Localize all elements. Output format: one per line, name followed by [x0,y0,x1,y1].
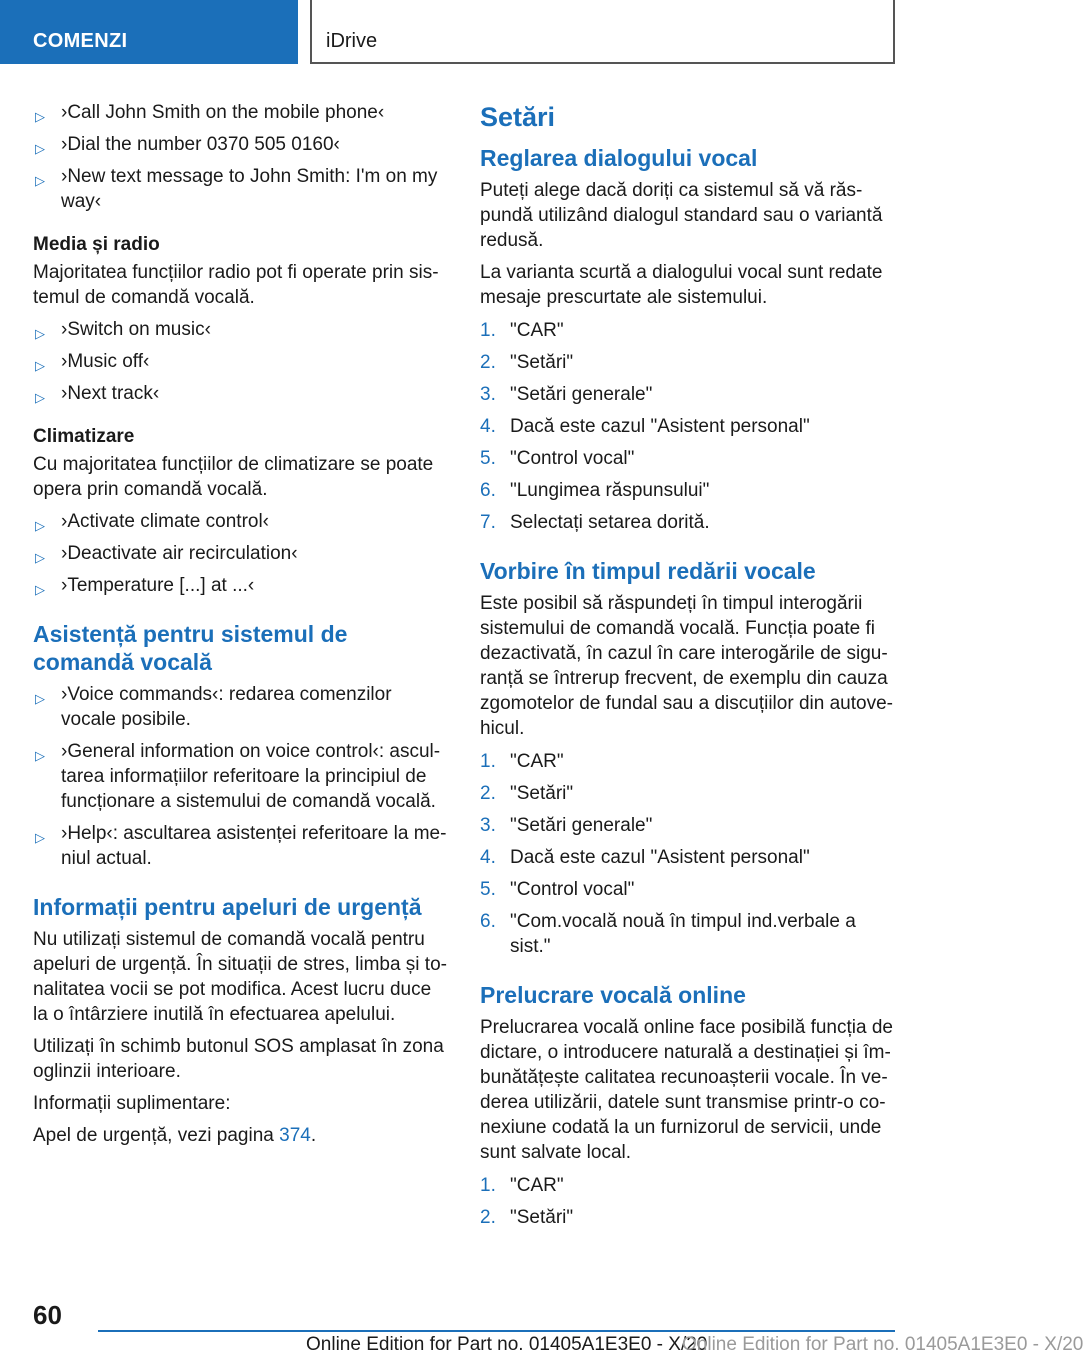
assist-heading: Asistență pentru sistemul de comandă vocală [33,621,348,675]
triangle-bullet-icon: ▷ [35,518,45,533]
topic-label: iDrive [326,30,378,52]
media-text: Majoritatea funcțiilor radio pot fi operate prin sistemul de comandă vocală. [33,262,439,308]
assist-list [33,682,451,871]
list-item: ▷ ›Deactivate air recirculation‹ [33,541,451,566]
emergency-paragraph-1: Nu utilizați sistemul de comandă vocală pentru apeluri de urgență. În situații de stres, limba și tonalitatea vocii se pot modifica. Acest lucru duce la o întârziere inutilă în efectuarea apelului. [33,929,447,1025]
climate-heading: Climatizare [33,426,135,447]
emergency-heading: Informații pentru apeluri de urgență [33,894,422,920]
list-item: 1. "CAR" [480,320,564,341]
barge-in-heading: Vorbire în timpul redării vocale [480,558,816,584]
media-heading: Media și radio [33,234,160,255]
list-item: 4. Dacă este cazul "Asistent personal" [480,847,810,868]
page-header [0,0,960,66]
left-column [33,100,451,1155]
triangle-bullet-icon: ▷ [35,390,45,405]
triangle-bullet-icon: ▷ [35,582,45,597]
list-item: 2. "Setări" [480,1207,574,1228]
list-item: ▷ ›Activate climate control‹ [33,509,451,534]
emergency-paragraph-2: Utilizați în schimb butonul SOS amplasat în zona oglinzii interioare. [33,1036,444,1082]
list-item: ▷ ›Help‹: ascultarea asistenței referitoare la meniul actual. [35,823,447,869]
triangle-bullet-icon: ▷ [35,141,45,156]
section-label: COMENZI [33,30,128,52]
emergency-reference: Apel de urgență, vezi pagina 374. [33,1125,317,1146]
list-item: ▷ ›Call John Smith on the mobile phone‹ [33,100,451,125]
triangle-bullet-icon: ▷ [35,830,45,845]
list-item: ▷ ›Temperature [...] at ...‹ [33,573,451,598]
climate-text: Cu majoritatea funcțiilor de climatizare se poate opera prin comandă vocală. [33,454,434,500]
dialog-paragraph-2: La varianta scurtă a dialogului vocal sunt redate mesaje prescurtate ale sistemului. [480,262,883,308]
triangle-bullet-icon: ▷ [35,550,45,565]
list-item: 5. "Control vocal" [480,879,635,900]
footer-divider [98,1330,895,1332]
online-paragraph: Prelucrarea vocală online face posibilă funcția de dictare, o introducere naturală a destinației și îmbunătățește calitatea recunoașterii vocale. În vederea utilizării, datele sunt transmise printr-o conexiune codată la un furnizorul de servicii, unde sunt salvate local. [480,1017,893,1163]
list-item: ▷ ›Next track‹ [33,381,451,406]
barge-in-steps [480,749,898,959]
triangle-bullet-icon: ▷ [35,358,45,373]
page-link-374[interactable]: 374 [279,1125,311,1146]
barge-in-paragraph: Este posibil să răspundeți în timpul interogării sistemului de comandă vocală. Funcția poate fi dezactivată, în cazul în care interogările de siguranță se întrerup frecvent, de exemplu din cauza zgomotelor de fundal sau a discuțiilor din autovehicul. [480,593,893,739]
section-tab [0,0,298,64]
list-item: 6. "Com.vocală nouă în timpul ind.verbale a sist." [480,911,856,957]
right-column [480,100,898,1237]
online-steps [480,1173,898,1230]
list-item: 5. "Control vocal" [480,448,635,469]
list-item: 3. "Setări generale" [480,815,653,836]
list-item: 4. Dacă este cazul "Asistent personal" [480,416,810,437]
list-item: ▷ ›New text message to John Smith: I'm on my way‹ [35,166,438,212]
triangle-bullet-icon: ▷ [35,748,45,763]
online-heading: Prelucrare vocală online [480,982,746,1008]
list-item: ▷ ›Voice commands‹: redarea comenzilor vocale posibile. [35,684,392,730]
list-item: ▷ ›Music off‹ [33,349,451,374]
list-item: 2. "Setări" [480,783,574,804]
triangle-bullet-icon: ▷ [35,109,45,124]
topic-tab [310,0,895,64]
list-item: ▷ ›Dial the number 0370 505 0160‹ [33,132,451,157]
triangle-bullet-icon: ▷ [35,173,45,188]
dialog-steps [480,318,898,535]
command-list-climate [33,509,451,598]
settings-heading: Setări [480,102,556,132]
emergency-paragraph-3: Informații suplimentare: [33,1093,231,1114]
footer-edition-text: Online Edition for Part no. 01405A1E3E0 - X/20 [306,1334,708,1355]
list-item: 2. "Setări" [480,352,574,373]
list-item: 6. "Lungimea răspunsului" [480,480,710,501]
command-list-phone [33,100,451,214]
dialog-heading: Reglarea dialogului vocal [480,145,758,171]
page-number: 60 [33,1300,62,1330]
list-item: 7. Selectați setarea dorită. [480,512,710,533]
triangle-bullet-icon: ▷ [35,691,45,706]
command-list-media [33,317,451,406]
list-item: 3. "Setări generale" [480,384,653,405]
list-item: ▷ ›Switch on music‹ [33,317,451,342]
triangle-bullet-icon: ▷ [35,326,45,341]
list-item: 1. "CAR" [480,1175,564,1196]
list-item: ▷ ›General information on voice control‹: ascultarea informațiilor referitoare la principiul de funcționare a sistemului de comandă vocală. [35,741,441,812]
footer-watermark: Online Edition for Part no. 01405A1E3E0 - X/20 [682,1334,1083,1355]
dialog-paragraph-1: Puteți alege dacă doriți ca sistemul să vă răspundă utilizând dialogul standard sau o variantă redusă. [480,180,883,251]
list-item: 1. "CAR" [480,751,564,772]
